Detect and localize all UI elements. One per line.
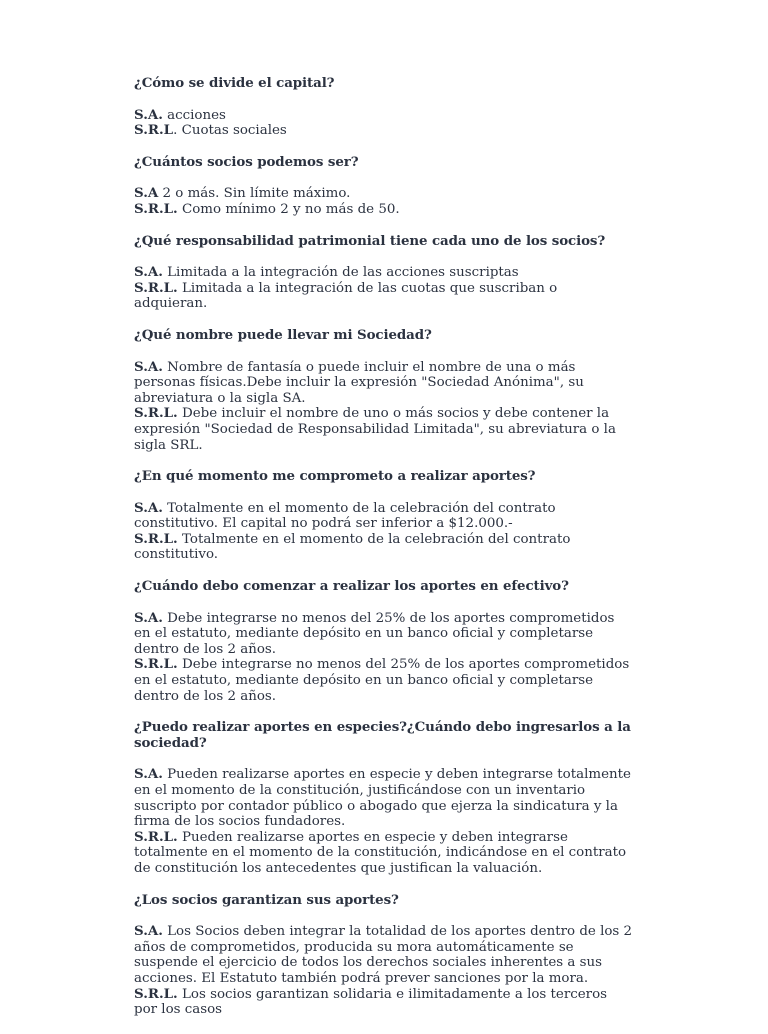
answer-block	[134, 611, 634, 705]
answer-line	[134, 360, 634, 407]
company-type-label: S.A.	[134, 106, 163, 123]
answer-line	[134, 611, 634, 658]
answer-line	[134, 830, 634, 877]
answer-text: Los socios garantizan solidaria e ilimitadamente a los terceros por los casos	[134, 986, 608, 1018]
company-type-label: S.A.	[134, 766, 163, 783]
answer-text: Limitada a la integración de las acciones suscriptas	[162, 265, 519, 281]
answer-line	[134, 987, 634, 1018]
answer-line	[134, 532, 634, 563]
qa-section	[134, 155, 634, 218]
answer-line	[134, 186, 634, 202]
question-heading: ¿Cuándo debo comenzar a realizar los aportes en efectivo?	[134, 578, 569, 595]
answer-text: Debe integrarse no menos del 25% de los aportes comprometidos en el estatuto, mediante depósito en un banco oficial y completarse dentro de los 2 años.	[134, 610, 615, 657]
answer-line	[134, 406, 634, 453]
company-type-label: S.R.L.	[134, 985, 178, 1002]
company-type-label: S.R.L.	[134, 656, 178, 673]
answer-text: Pueden realizarse aportes en especie y deben integrarse totalmente en el momento de la constitución, justificándose con un inventario suscripto por contador público o abogado que ejerza la sindicatura y la firma de los socios fundadores.	[134, 767, 631, 830]
answer-text: Pueden realizarse aportes en especie y deben integrarse totalmente en el momento de la constitución, indicándose en el contrato de constitución los antecedentes que justifican la valuación.	[134, 829, 627, 876]
answer-line	[134, 281, 634, 312]
answer-line	[134, 202, 634, 218]
qa-section	[134, 579, 634, 704]
company-type-label: S.R.L.	[134, 530, 178, 547]
qa-section	[134, 328, 634, 453]
answer-block	[134, 360, 634, 454]
qa-section	[134, 720, 634, 876]
document-page	[134, 76, 634, 1034]
answer-text: Debe incluir el nombre de uno o más socios y debe contener la expresión "Sociedad de Responsabilidad Limitada", su abreviatura o la sigla SRL.	[134, 406, 616, 453]
qa-section	[134, 76, 634, 139]
answer-block	[134, 924, 634, 1018]
answer-text: Totalmente en el momento de la celebración del contrato constitutivo. El capital no podrá ser inferior a $12.000.-	[134, 500, 556, 532]
answer-line	[134, 924, 634, 986]
answer-text: Limitada a la integración de las cuotas que suscriban o adquieran.	[134, 280, 558, 312]
answer-block	[134, 767, 634, 876]
answer-line	[134, 123, 634, 139]
qa-section	[134, 893, 634, 1018]
answer-block	[134, 186, 634, 217]
qa-section	[134, 234, 634, 312]
answer-line	[134, 767, 634, 829]
answer-text: Totalmente en el momento de la celebración del contrato constitutivo.	[134, 531, 571, 563]
question-heading: ¿En qué momento me comprometo a realizar aportes?	[134, 468, 536, 485]
company-type-label: S.A.	[134, 499, 163, 516]
answer-text: acciones	[162, 107, 226, 123]
answer-block	[134, 108, 634, 139]
company-type-label: S.R.L.	[134, 279, 178, 296]
answer-line	[134, 108, 634, 124]
answer-line	[134, 657, 634, 704]
company-type-label: S.R.L.	[134, 405, 178, 422]
question-heading: ¿Qué responsabilidad patrimonial tiene cada uno de los socios?	[134, 232, 606, 249]
company-type-label: S.R.L.	[134, 200, 178, 217]
company-type-label: S.A.	[134, 264, 163, 281]
answer-text: Nombre de fantasía o puede incluir el nombre de una o más personas físicas.Debe incluir la expresión "Sociedad Anónima", su abreviatura o la sigla SA.	[134, 359, 584, 406]
answer-text: 2 o más. Sin límite máximo.	[158, 186, 351, 202]
company-type-label: S.R.L.	[134, 828, 178, 845]
company-type-label: S.A	[134, 185, 159, 202]
question-heading: ¿Los socios garantizan sus aportes?	[134, 891, 399, 908]
answer-text: . Cuotas sociales	[173, 123, 287, 139]
company-type-label: S.R.L	[134, 122, 174, 139]
question-heading: ¿Puedo realizar aportes en especies?¿Cuándo debo ingresarlos a la sociedad?	[134, 719, 631, 751]
answer-text: Los Socios deben integrar la totalidad de los aportes dentro de los 2 años de comprometidos, producida su mora automáticamente se suspende el ejercicio de todos los derechos sociales inherentes a sus acciones. El Estatuto también podrá prever sanciones por la mora.	[134, 924, 633, 986]
answer-block	[134, 501, 634, 563]
answer-text: Como mínimo 2 y no más de 50.	[177, 201, 400, 217]
qa-section	[134, 469, 634, 563]
question-heading: ¿Cuántos socios podemos ser?	[134, 153, 359, 170]
answer-line	[134, 265, 634, 281]
question-heading: ¿Cómo se divide el capital?	[134, 75, 335, 91]
question-heading: ¿Qué nombre puede llevar mi Sociedad?	[134, 326, 432, 343]
answer-text: Debe integrarse no menos del 25% de los aportes comprometidos en el estatuto, mediante depósito en un banco oficial y completarse dentro de los 2 años.	[134, 657, 630, 704]
answer-block	[134, 265, 634, 312]
company-type-label: S.A.	[134, 923, 163, 940]
answer-line	[134, 501, 634, 532]
company-type-label: S.A.	[134, 609, 163, 626]
company-type-label: S.A.	[134, 358, 163, 375]
